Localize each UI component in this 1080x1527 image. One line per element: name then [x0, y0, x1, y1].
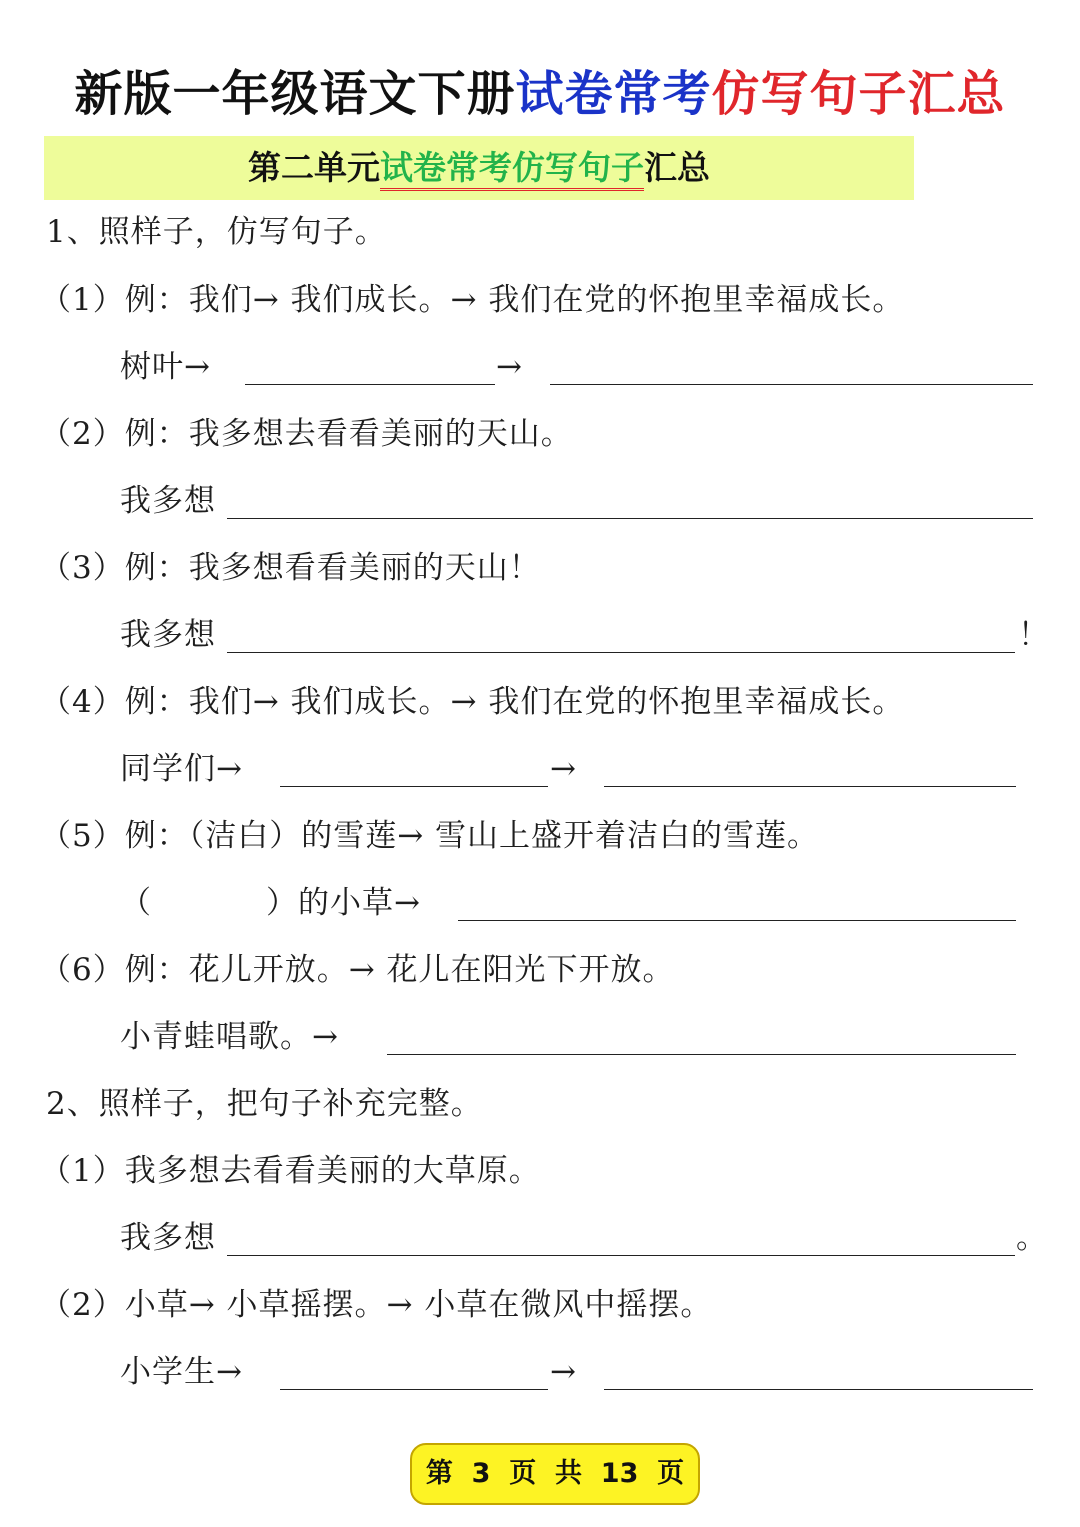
s1-q3-example: （3）例：我多想看看美丽的天山！	[40, 550, 541, 586]
s1-q6-prompt: 小青蛙唱歌。→	[120, 1019, 339, 1055]
s1-q1-prompt: 树叶→	[120, 349, 211, 385]
s2-q2-answer-blank-1[interactable]	[280, 1389, 548, 1390]
s1-q4-arrow: →	[550, 751, 576, 787]
s1-q5-answer-blank[interactable]	[458, 920, 1016, 921]
page-title	[0, 58, 1080, 130]
s1-q5-open-paren: （	[120, 885, 151, 921]
s1-q4-answer-blank-1[interactable]	[280, 786, 548, 787]
s2-q1-end-mark: 。	[1016, 1220, 1047, 1256]
s1-q4-example: （4）例：我们→ 我们成长。→ 我们在党的怀抱里幸福成长。	[40, 684, 905, 720]
title-part-black: 新版一年级语文下册	[74, 66, 516, 122]
s1-q3-prompt: 我多想	[120, 617, 216, 653]
s1-q3-answer-blank[interactable]	[227, 652, 1015, 653]
title-part-red: 仿写句子汇总	[711, 66, 1006, 122]
s2-q1-example: （1）我多想去看看美丽的大草原。	[40, 1153, 541, 1189]
s1-q1-example: （1）例：我们→ 我们成长。→ 我们在党的怀抱里幸福成长。	[40, 282, 905, 318]
s1-q3-end-mark: ！	[1018, 617, 1049, 653]
s1-q5-prompt: ）的小草→	[266, 885, 421, 921]
page-number-badge: 第 3 页 共 13 页	[410, 1443, 700, 1505]
s2-q1-answer-blank[interactable]	[227, 1255, 1015, 1256]
s1-q1-arrow: →	[496, 349, 522, 385]
s2-q2-answer-blank-2[interactable]	[604, 1389, 1033, 1390]
s1-q4-answer-blank-2[interactable]	[604, 786, 1016, 787]
s2-q2-prompt: 小学生→	[120, 1354, 243, 1390]
s1-q2-prompt: 我多想	[120, 483, 216, 519]
s1-q5-example: （5）例：（洁白）的雪莲→ 雪山上盛开着洁白的雪莲。	[40, 818, 820, 854]
title-part-blue: 试卷常考	[515, 66, 712, 122]
s1-q6-example: （6）例：花儿开放。→ 花儿在阳光下开放。	[40, 952, 675, 988]
section2-heading: 2、照样子，把句子补充完整。	[46, 1086, 483, 1122]
s2-q2-example: （2）小草→ 小草摇摆。→ 小草在微风中摇摆。	[40, 1287, 713, 1323]
s2-q2-arrow: →	[550, 1354, 576, 1390]
unit-suffix: 汇总	[644, 148, 710, 187]
s1-q1-answer-blank-2[interactable]	[550, 384, 1033, 385]
unit-subtitle-green: 试卷常考仿写句子	[380, 148, 644, 191]
s1-q2-answer-blank[interactable]	[227, 518, 1033, 519]
s1-q4-prompt: 同学们→	[120, 751, 243, 787]
s2-q1-prompt: 我多想	[120, 1220, 216, 1256]
s1-q6-answer-blank[interactable]	[387, 1054, 1016, 1055]
section1-heading: 1、照样子，仿写句子。	[46, 214, 387, 250]
s1-q2-example: （2）例：我多想去看看美丽的天山。	[40, 416, 573, 452]
unit-banner	[44, 136, 914, 200]
s1-q1-answer-blank-1[interactable]	[245, 384, 495, 385]
unit-label: 第二单元	[248, 148, 380, 187]
